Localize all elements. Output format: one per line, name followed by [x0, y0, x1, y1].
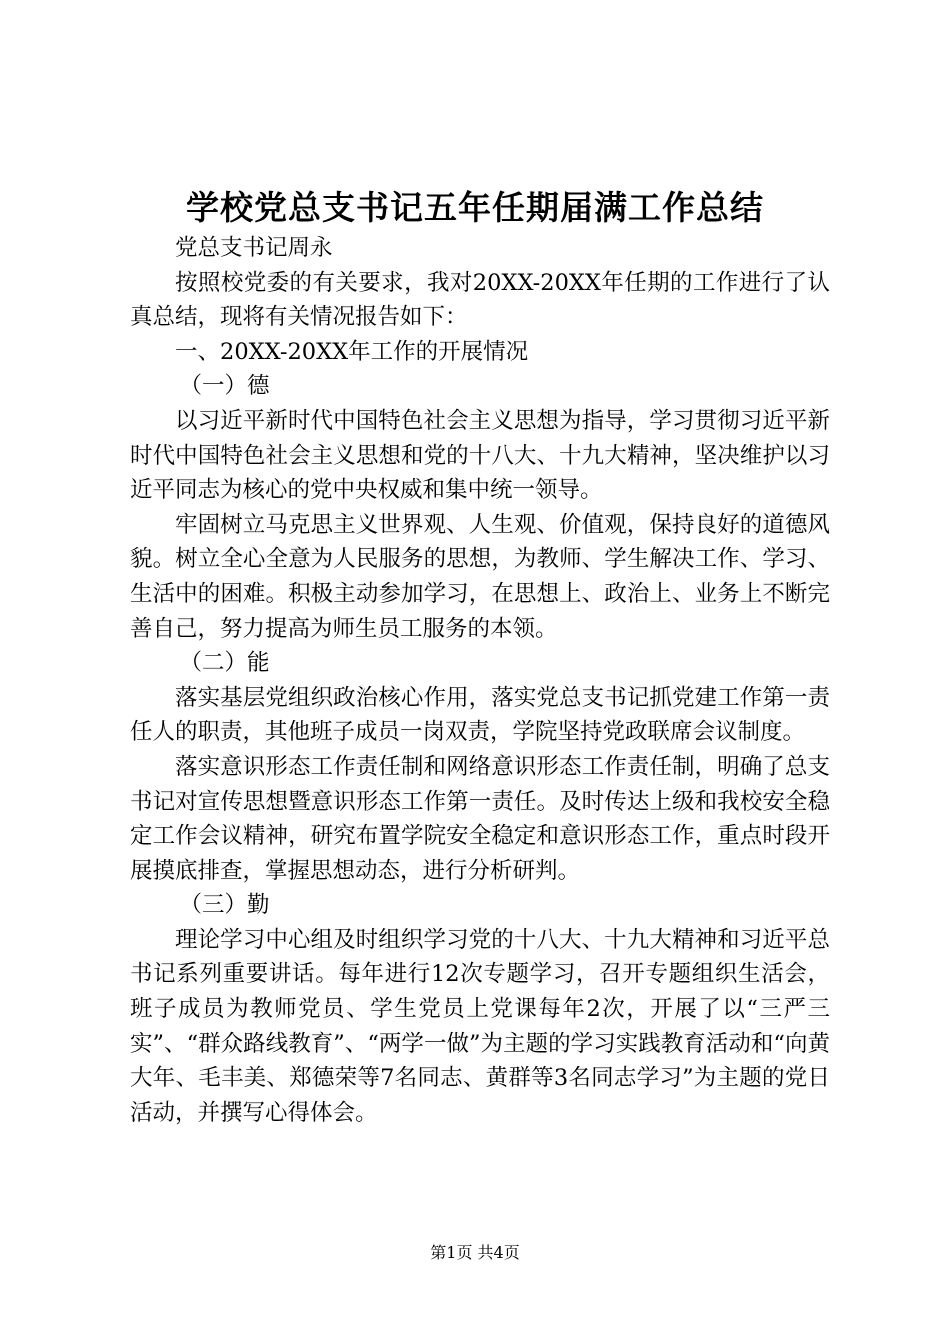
- body-paragraph: 以习近平新时代中国特色社会主义思想为指导，学习贯彻习近平新时代中国特色社会主义思想和党的十八大、十九大精神，坚决维护以习近平同志为核心的党中央权威和集中统一领导。: [130, 407, 830, 504]
- subsection-heading-qin: （三）勤: [179, 892, 270, 919]
- subsection-heading-neng: （二）能: [179, 650, 270, 677]
- page-footer: 第1页 共4页: [430, 1243, 520, 1262]
- subsection-heading-de: （一）德: [179, 373, 270, 400]
- body-paragraph: 理论学习中心组及时组织学习党的十八大、十九大精神和习近平总书记系列重要讲话。每年进行12次专题学习，召开专题组织生活会，班子成员为教师党员、学生党员上党课每年2次，开展了以“三严三实”、“群众路线教育”、“两学一做”为主题的学习实践教育活动和“向黄大年、毛丰美、郑德荣等7名同志、黄群等3名同志学习”为主题的党日活动，并撰写心得体会。: [130, 926, 830, 1126]
- section-heading: 一、20XX-20XX年工作的开展情况: [175, 338, 529, 365]
- body-paragraph: 落实基层党组织政治核心作用，落实党总支书记抓党建工作第一责任人的职责，其他班子成员一岗双责，学院坚持党政联席会议制度。: [130, 684, 830, 746]
- intro-paragraph: 按照校党委的有关要求，我对20XX-20XX年任期的工作进行了认真总结，现将有关情况报告如下：: [130, 269, 830, 331]
- body-paragraph: 牢固树立马克思主义世界观、人生观、价值观，保持良好的道德风貌。树立全心全意为人民服务的思想，为教师、学生解决工作、学习、生活中的困难。积极主动参加学习，在思想上、政治上、业务上不断完善自己，努力提高为师生员工服务的本领。: [130, 511, 830, 642]
- document-title: 学校党总支书记五年任期届满工作总结: [186, 188, 764, 227]
- author-line: 党总支书记周永: [175, 235, 333, 261]
- document-body: [130, 231, 830, 1130]
- body-paragraph: 落实意识形态工作责任制和网络意识形态工作责任制，明确了总支书记对宣传思想暨意识形态工作第一责任。及时传达上级和我校安全稳定工作会议精神，研究布置学院安全稳定和意识形态工作，重点时段开展摸底排查，掌握思想动态，进行分析研判。: [130, 753, 830, 884]
